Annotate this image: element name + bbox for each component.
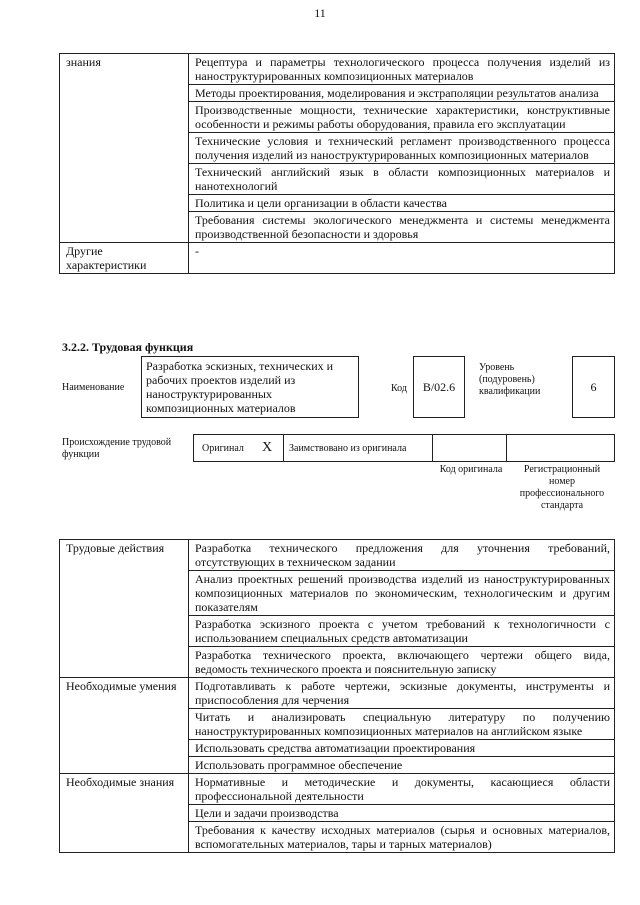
divider [506, 435, 507, 461]
table-row [60, 678, 615, 709]
code-value: B/02.6 [422, 380, 456, 394]
row-item: Читать и анализировать специальную литературу по получению наноструктурированных композиционных материалов на английском языке [189, 709, 615, 740]
row-item: Анализ проектных решений производства изделий из наноструктурированных композиционных материалов по экономическим, технологическим и другим показателям [189, 571, 615, 616]
row-item: Разработка технического предложения для уточнения требований, отсутствующих в техническом задании [189, 540, 615, 571]
borrowed-label: Заимствовано из оригинала [289, 443, 407, 454]
knowledge-table [59, 53, 615, 274]
row-item: Политика и цели организации в области качества [189, 195, 615, 212]
original-mark: X [262, 440, 273, 455]
table-row [60, 540, 615, 571]
row-item: Требования к качеству исходных материалов (сырья и основных материалов, вспомогательных материалов, тары и тарных материалов) [189, 822, 615, 853]
code-box [413, 356, 465, 418]
row-item: Производственные мощности, технические характеристики, конструктивные особенности и режимы работы оборудования, правила его эксплуатации [189, 102, 615, 133]
function-name: Разработка эскизных, технических и рабочих проектов изделий из наноструктурированных композиционных материалов [146, 359, 334, 415]
table-row [60, 54, 615, 85]
section-title: 3.2.2. Трудовая функция [62, 340, 194, 354]
origin-box [193, 434, 615, 462]
level-value: 6 [590, 380, 597, 394]
level-label: Уровень (подуровень) квалификации [479, 362, 541, 397]
table-row [60, 243, 615, 274]
labour-actions-table [59, 539, 615, 853]
row-item: Технические условия и технический регламент производственного процесса получения изделий из наноструктурированных композиционных материалов [189, 133, 615, 164]
reg-number-label: Регистрационный номер профессионального стандарта [519, 464, 605, 511]
row-item: Подготавливать к работе чертежи, эскизные документы, инструменты и приспособления для черчения [189, 678, 615, 709]
row-label: знания [60, 54, 189, 243]
row-item: Методы проектирования, моделирования и экстраполяции результатов анализа [189, 85, 615, 102]
row-item: Рецептура и параметры технологического процесса получения изделий из наноструктурированных композиционных материалов [189, 54, 615, 85]
row-label: Другие характеристики [60, 243, 189, 274]
row-item: Технический английский язык в области композиционных материалов и нанотехнологий [189, 164, 615, 195]
row-item: Разработка технического проекта, включающего чертежи общего вида, ведомость технического проекта и пояснительную записку [189, 647, 615, 678]
row-item: Разработка эскизного проекта с учетом требований к технологичности с использованием специальных средств автоматизации [189, 616, 615, 647]
divider [432, 435, 433, 461]
name-label: Наименование [62, 382, 125, 393]
original-label: Оригинал [202, 443, 244, 454]
row-label: Необходимые знания [60, 774, 189, 853]
code-label: Код [391, 383, 407, 394]
row-label: Необходимые умения [60, 678, 189, 774]
row-item: Цели и задачи производства [189, 805, 615, 822]
code-original-label: Код оригинала [439, 464, 503, 475]
row-item: Требования системы экологического менеджмента и системы менеджмента производственной безопасности и здоровья [189, 212, 615, 243]
page-number: 11 [314, 6, 326, 20]
function-name-box [141, 356, 359, 418]
row-item: Использовать программное обеспечение [189, 757, 615, 774]
row-item: Нормативные и методические и документы, касающиеся области профессиональной деятельности [189, 774, 615, 805]
table-row [60, 774, 615, 805]
row-label: Трудовые действия [60, 540, 189, 678]
level-box [572, 356, 615, 418]
divider [283, 435, 284, 461]
row-item: Использовать средства автоматизации проектирования [189, 740, 615, 757]
row-item: - [189, 243, 615, 274]
origin-label: Происхождение трудовой функции [62, 437, 172, 460]
